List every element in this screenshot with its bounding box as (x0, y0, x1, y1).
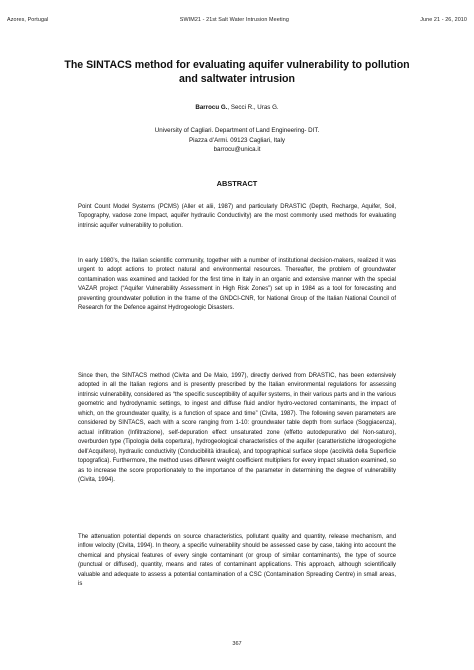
header-location: Azores, Portugal (7, 17, 49, 23)
affiliation (60, 126, 414, 155)
affiliation-department: University of Cagliari. Department of Land Engineering- DIT. (154, 127, 320, 134)
author-list (0, 104, 474, 111)
abstract-heading: ABSTRACT (216, 179, 258, 188)
running-header (7, 17, 467, 23)
abstract-paragraph-1: Point Count Model Systems (PCMS) (Aller et alii, 1987) and particularly DRASTIC (Depth, Recharge, Aquifer, Soil, Topography, vadose zone Impact, aquifer hydraulic Conductivity) are the most commonly used methods for evaluating intrinsic aquifer vulnerability to pollution. (78, 204, 396, 229)
lead-author: Barrocu G. (195, 104, 228, 111)
header-conference: SWIM21 - 21st Salt Water Intrusion Meeting (179, 17, 289, 23)
abstract-paragraph-3: Since then, the SINTACS method (Civita and De Maio, 1997), directly derived from DRASTIC, has been extensively adopted in all the Italian regions and is presently prescribed by the Italian environmental regulations for assessing intrinsic vulnerability, considered as “the specific susceptibility of aquifer systems, in their various parts and in the various geometric and hydrodynamic settings, to ingest and diffuse fluid and/or hydro-vectored contaminants, the impact of which, on the groundwater quality, is a function of space and time” (Civita, 1987). The following seven parameters are considered by SINTACS, each with a score ranging from 1-10: groundwater table depth from surface (Soggiacenza), actual infiltration (Infiltrazione), self-depuration effect unsaturated zone (effetto autodepurativo del Non-saturo), overburden type (Tipologia della copertura), hydrogeological characteristics of the aquifer (caratteristiche idrogeologiche dell’Acquifero), hydraulic conductivity (Conducibilità idraulica), and topographical surface slope (acclività della Superficie topografica). Furthermore, the method uses different weight coefficient multipliers for every impact situation examined, so as to increase the score proportionately to the importance of the parameter in determining the degree of vulnerability (Civita, 1994). (78, 373, 396, 483)
affiliation-address: Piazza d’Armi. 09123 Cagliari, Italy (189, 136, 285, 144)
page-number: 367 (232, 641, 242, 647)
abstract-paragraph-2: In early 1980’s, the Italian scientific community, together with a number of institutional decision-makers, realized it was urgent to adopt actions to protect natural and environmental resources. Thereafter, the problem of groundwater contamination was examined and tackled for the first time in Italy in an organic and extensive manner with the special VAZAR project (“Aquifer Vulnerability Assessment in High Risk Zones”) set up in 1984 as a tool for forecasting and preventing groundwater pollution in the frame of the GNDCI-CNR, for National Group of the Italian National Council of Research for the Defence against Hydrogeologic Disasters. (78, 258, 396, 312)
paper-title: The SINTACS method for evaluating aquifer vulnerability to pollution and saltwater intrusion (64, 59, 410, 85)
abstract-paragraph-4: The attenuation potential depends on source characteristics, pollutant quality and quantity, release mechanism, and inflow velocity (Civita, 1994). In theory, a specific vulnerability should be assessed case by case, taking into account the chemical and physical features of every single contaminant (or group of similar contaminants), the type of source (punctual or diffused), quantity, means and rates of contaminant applications. This approach, although scientifically valuable and adequate to assess a potential contamination of a CSC (Contamination Spreading Centre) in small areas, is (78, 534, 396, 588)
header-dates: June 21 - 26, 2010 (420, 17, 467, 23)
co-authors: , Secci R., Uras G. (227, 104, 279, 111)
author-email: barrocu@unica.it (213, 146, 261, 154)
